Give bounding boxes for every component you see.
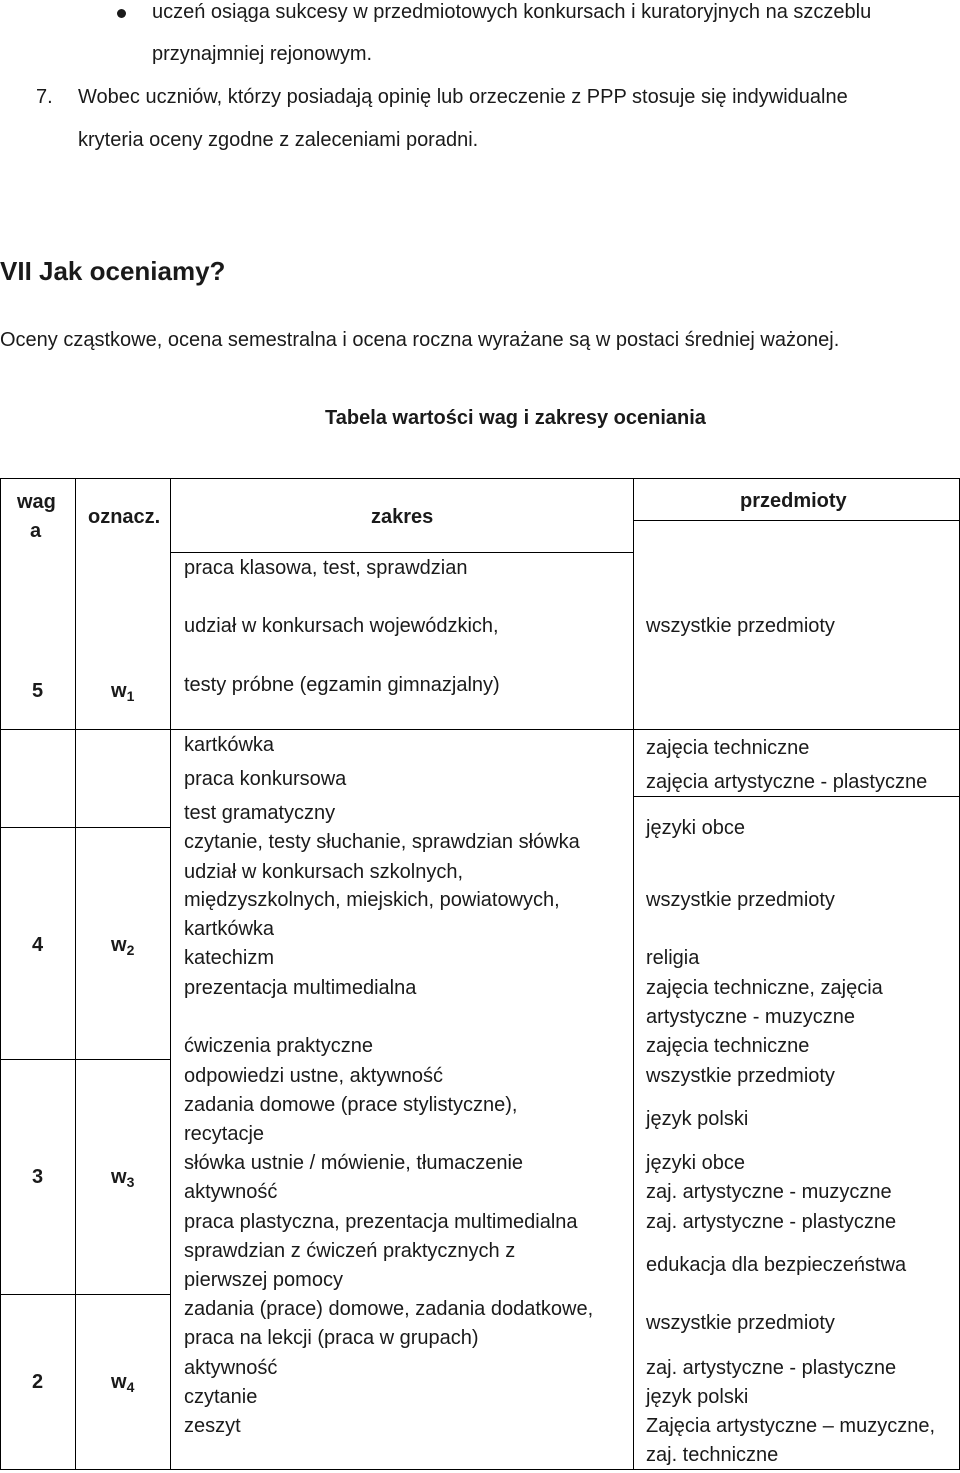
table-border-left [0, 478, 1, 1470]
zakres-item: udział w konkursach wojewódzkich, [184, 615, 499, 637]
przedmiot-item: wszystkie przedmioty [646, 1065, 835, 1087]
zakres-item: prezentacja multimedialna [184, 977, 417, 999]
bullet-text-line2: przynajmniej rejonowym. [152, 43, 373, 65]
zakres-item: katechizm [184, 947, 275, 969]
table-border-top [0, 478, 960, 479]
list-item-number: 7. [36, 86, 53, 108]
zakres-item: zadania (prace) domowe, zadania dodatkowe, [184, 1298, 594, 1320]
weight-symbol: $w_3$ [111, 1166, 135, 1190]
list-item-text-line2: kryteria oceny zgodne z zaleceniami poradni. [78, 129, 479, 151]
column-divider-zakres [633, 478, 634, 1470]
waga-value: 3 [32, 1166, 44, 1188]
header-divider-przedmioty [633, 520, 960, 521]
przedmiot-item: artystyczne - muzyczne [646, 1006, 855, 1028]
zakres-item: międzyszkolnych, miejskich, powiatowych, [184, 889, 560, 911]
header-divider-zakres [170, 552, 633, 553]
table-caption: Tabela wartości wag i zakresy oceniania [325, 407, 706, 429]
weight-symbol: $w_4$ [111, 1371, 135, 1395]
przedmiot-item: język polski [646, 1108, 749, 1130]
waga-value: 4 [32, 934, 44, 956]
column-divider-oznacz [170, 478, 171, 1470]
zakres-item: kartkówka [184, 918, 275, 940]
section-paragraph: Oceny cząstkowe, ocena semestralna i ocena roczna wyrażane są w postaci średniej ważonej. [0, 329, 840, 351]
group-divider-waga-3 [0, 1059, 170, 1060]
przedmiot-item: Zajęcia artystyczne – muzyczne, [646, 1415, 935, 1437]
przedmiot-item: wszystkie przedmioty [646, 889, 835, 911]
zakres-item: czytanie [184, 1386, 258, 1408]
zakres-item: aktywność [184, 1357, 278, 1379]
zakres-item: praca na lekcji (praca w grupach) [184, 1327, 479, 1349]
group-divider-waga-2 [0, 1294, 170, 1295]
waga-value: 2 [32, 1371, 44, 1393]
przedmiot-item: zaj. techniczne [646, 1444, 779, 1466]
przedmiot-item: zajęcia techniczne [646, 737, 810, 759]
bullet-text-line1: uczeń osiąga sukcesy w przedmiotowych konkursach i kuratoryjnych na szczeblu [152, 1, 872, 23]
przedmiot-item: języki obce [646, 1152, 745, 1174]
zakres-item: praca plastyczna, prezentacja multimedialna [184, 1211, 578, 1233]
przedmiot-item: zaj. artystyczne - plastyczne [646, 1211, 897, 1233]
przedmiot-item: religia [646, 947, 700, 969]
zakres-item: praca klasowa, test, sprawdzian [184, 557, 468, 579]
weight-symbol: $w_2$ [111, 934, 135, 958]
header-oznacz: oznacz. [88, 506, 161, 528]
list-item-text-line1: Wobec uczniów, którzy posiadają opinię lub orzeczenie z PPP stosuje się indywidualne [78, 86, 848, 108]
zakres-item: sprawdzian z ćwiczeń praktycznych z [184, 1240, 516, 1262]
przedmiot-item: wszystkie przedmioty [646, 1312, 835, 1334]
header-waga-line1: wag [17, 491, 56, 513]
bullet-icon [117, 9, 126, 18]
zakres-item: czytanie, testy słuchanie, sprawdzian słówka [184, 831, 580, 853]
przedmiot-item: zajęcia artystyczne - plastyczne [646, 771, 928, 793]
zakres-item: słówka ustnie / mówienie, tłumaczenie [184, 1152, 524, 1174]
zakres-item: aktywność [184, 1181, 278, 1203]
przedmiot-item: języki obce [646, 817, 745, 839]
przedmiot-item: zajęcia techniczne [646, 1035, 810, 1057]
group-divider-waga-4 [0, 827, 170, 828]
zakres-item: udział w konkursach szkolnych, [184, 861, 464, 883]
zakres-item: ćwiczenia praktyczne [184, 1035, 373, 1057]
zakres-item: odpowiedzi ustne, aktywność [184, 1065, 444, 1087]
header-waga-line2: a [30, 520, 42, 542]
zakres-item: zeszyt [184, 1415, 241, 1437]
section-heading: VII Jak oceniamy? [0, 256, 226, 286]
waga-value: 5 [32, 680, 44, 702]
header-przedmioty: przedmioty [740, 490, 847, 512]
zakres-item: recytacje [184, 1123, 265, 1145]
zakres-item: praca konkursowa [184, 768, 347, 790]
przedmiot-item: język polski [646, 1386, 749, 1408]
zakres-item: testy próbne (egzamin gimnazjalny) [184, 674, 500, 696]
zakres-item: test gramatyczny [184, 802, 336, 824]
przedmiot-item: zaj. artystyczne - muzyczne [646, 1181, 892, 1203]
zakres-item: pierwszej pomocy [184, 1269, 343, 1291]
przedmiot-item: zajęcia techniczne, zajęcia [646, 977, 883, 999]
przedmiot-item: edukacja dla bezpieczeństwa [646, 1254, 907, 1276]
zakres-item: kartkówka [184, 734, 275, 756]
weight-symbol: $w_1$ [111, 680, 135, 704]
przedmiot-item: zaj. artystyczne - plastyczne [646, 1357, 897, 1379]
zakres-item: zadania domowe (prace stylistyczne), [184, 1094, 518, 1116]
przedmiot-item: wszystkie przedmioty [646, 615, 835, 637]
table-border-bottom [0, 1469, 960, 1470]
subject-divider-1 [633, 796, 960, 797]
group-divider-1 [0, 729, 960, 730]
column-divider-waga [75, 478, 76, 1470]
header-zakres: zakres [371, 506, 434, 528]
